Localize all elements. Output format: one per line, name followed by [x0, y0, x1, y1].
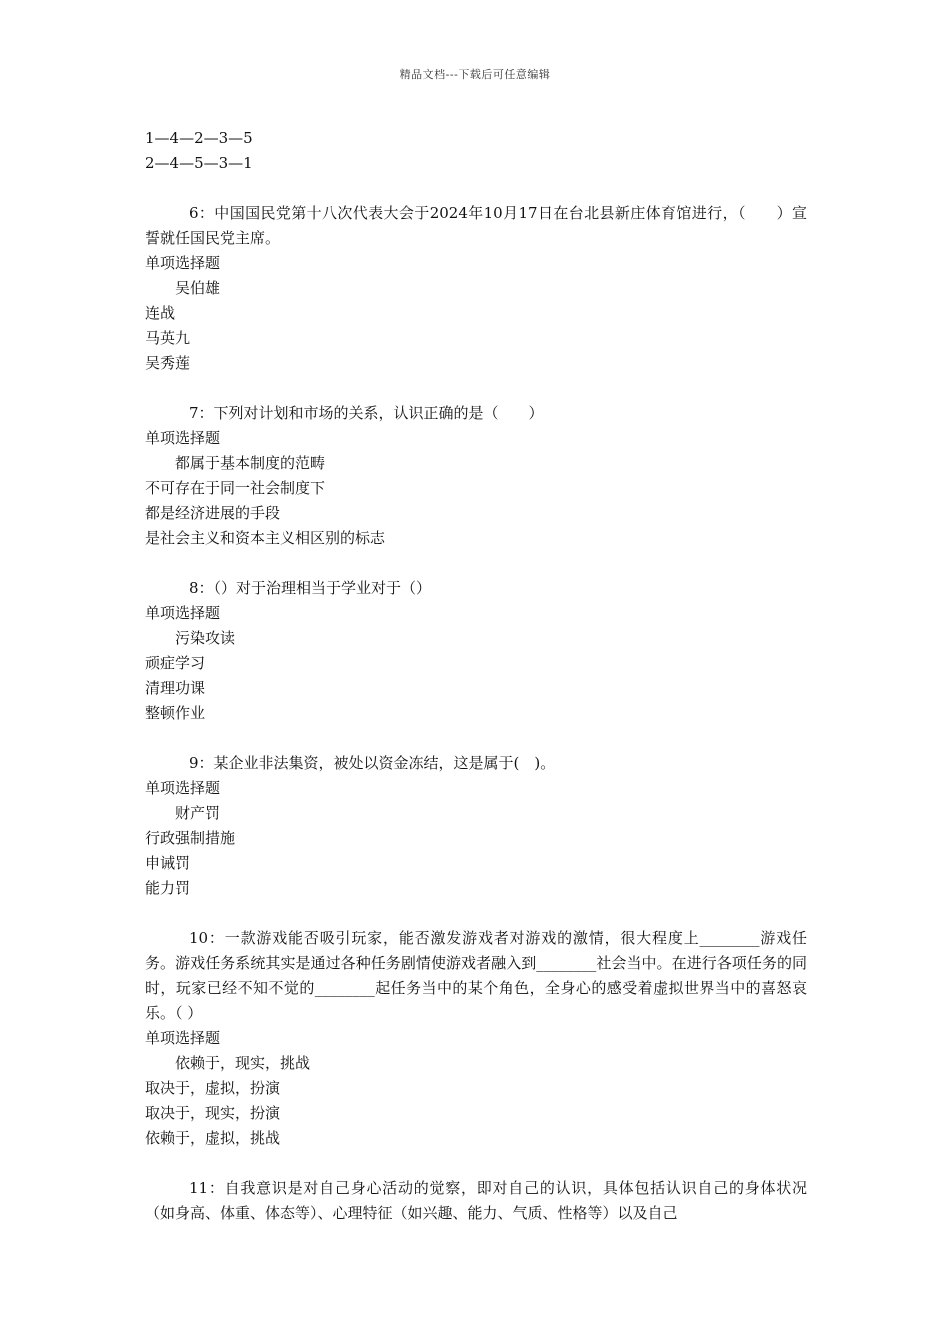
question-block — [145, 201, 807, 376]
answer-option[interactable]: 清理功课 — [145, 679, 206, 697]
question-stem: 10：一款游戏能否吸引玩家，能否激发游戏者对游戏的激情，很大程度上________游戏任务。游戏任务系统其实是通过各种任务剧情使游戏者融入到________社会当中。在进行各项任务的同时，玩家已经不知不觉的________起任务当中的某个角色，全身心的感受着虚拟世界当中的喜怒哀乐。（ ） — [145, 929, 807, 1022]
answer-option[interactable]: 连战 — [145, 304, 176, 322]
question-block — [145, 926, 807, 1151]
answer-option[interactable]: 整顿作业 — [145, 704, 206, 722]
answer-option[interactable]: 取决于，虚拟，扮演 — [145, 1079, 281, 1097]
answer-option[interactable]: 马英九 — [145, 329, 191, 347]
question-type: 单项选择题 — [145, 604, 221, 622]
document-body — [145, 126, 807, 1226]
question-stem: 7：下列对计划和市场的关系，认识正确的是（ ） — [189, 404, 544, 422]
question-type: 单项选择题 — [145, 779, 221, 797]
question-type: 单项选择题 — [145, 429, 221, 447]
spacer — [145, 176, 807, 201]
answer-option[interactable]: 吴伯雄 — [175, 279, 221, 297]
answer-option[interactable]: 依赖于，现实，挑战 — [175, 1054, 311, 1072]
answer-option[interactable]: 取决于，现实，扮演 — [145, 1104, 281, 1122]
spacer — [145, 901, 807, 926]
answer-option[interactable]: 行政强制措施 — [145, 829, 236, 847]
question-stem: 6：中国国民党第十八次代表大会于2024年10月17日在台北县新庄体育馆进行，（ ）宣誓就任国民党主席。 — [145, 204, 807, 247]
question-type: 单项选择题 — [145, 1029, 221, 1047]
question-block — [145, 1176, 807, 1226]
question-stem: 8：（）对于治理相当于学业对于（） — [189, 579, 432, 597]
question-type: 单项选择题 — [145, 254, 221, 272]
spacer — [145, 551, 807, 576]
prev-option-line: 2—4—5—3—1 — [145, 154, 253, 172]
answer-option[interactable]: 吴秀莲 — [145, 354, 191, 372]
spacer — [145, 376, 807, 401]
answer-option[interactable]: 都是经济进展的手段 — [145, 504, 281, 522]
spacer — [145, 1151, 807, 1176]
answer-option[interactable]: 申诫罚 — [145, 854, 191, 872]
prev-option-line: 1—4—2—3—5 — [145, 129, 253, 147]
page-header: 精品文档---下载后可任意编辑 — [399, 68, 551, 81]
spacer — [145, 726, 807, 751]
question-block — [145, 576, 807, 726]
answer-option[interactable]: 是社会主义和资本主义相区别的标志 — [145, 529, 386, 547]
question-block — [145, 751, 807, 901]
question-stem: 11：自我意识是对自己身心活动的觉察，即对自己的认识，具体包括认识自己的身体状况（如身高、体重、体态等）、心理特征（如兴趣、能力、气质、性格等）以及自己 — [145, 1179, 807, 1222]
answer-option[interactable]: 能力罚 — [145, 879, 191, 897]
answer-option[interactable]: 不可存在于同一社会制度下 — [145, 479, 326, 497]
answer-option[interactable]: 依赖于，虚拟，挑战 — [145, 1129, 281, 1147]
answer-option[interactable]: 污染攻读 — [175, 629, 236, 647]
question-block — [145, 401, 807, 551]
answer-option[interactable]: 都属于基本制度的范畴 — [175, 454, 326, 472]
question-stem: 9：某企业非法集资，被处以资金冻结，这是属于( )。 — [189, 754, 556, 772]
answer-option[interactable]: 顽症学习 — [145, 654, 206, 672]
answer-option[interactable]: 财产罚 — [175, 804, 221, 822]
